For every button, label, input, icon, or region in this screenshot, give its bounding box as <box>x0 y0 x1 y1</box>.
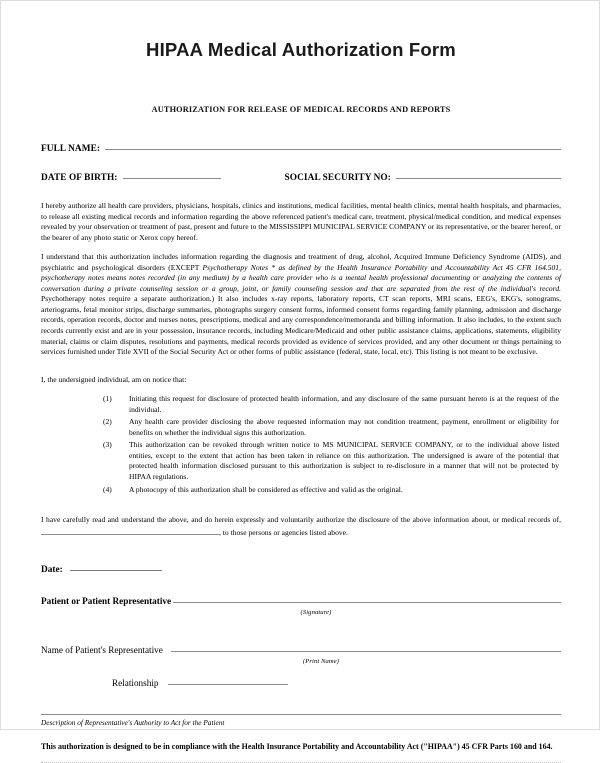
social-security-label: SOCIAL SECURITY NO: <box>284 173 391 183</box>
list-item <box>103 485 559 496</box>
date-of-birth-label: DATE OF BIRTH: <box>41 173 118 183</box>
date-row <box>41 538 561 575</box>
acknowledgement-part-one: I have carefully read and understand the above, and do herein expressly and voluntarily authorize the disclosure of the above information about, or medical records of, <box>41 515 561 525</box>
list-item-marker: (2) <box>103 417 112 427</box>
representative-name-row <box>41 616 561 655</box>
patient-signature-input[interactable] <box>173 602 561 603</box>
full-name-row <box>41 114 561 154</box>
page-title: HIPAA Medical Authorization Form <box>146 39 456 60</box>
acknowledgement-part-two: , to those persons or agencies listed above. <box>219 527 348 537</box>
social-security-input[interactable] <box>396 178 561 179</box>
list-item-marker: (1) <box>103 394 112 404</box>
list-item-marker: (3) <box>103 440 112 450</box>
relationship-input[interactable] <box>168 684 288 685</box>
date-input[interactable] <box>70 570 162 571</box>
understanding-paragraph <box>41 243 561 357</box>
medical-records-of-input[interactable] <box>41 526 219 535</box>
compliance-statement: This authorization is designed to be in compliance with the Health Insurance Portability and Accountability Act ("HIPAA") 45 CFR Parts 160 and 164. <box>41 742 553 752</box>
relationship-row <box>41 665 561 688</box>
document-content <box>1 1 599 752</box>
date-of-birth-input[interactable] <box>123 178 221 179</box>
list-item <box>103 394 559 415</box>
list-item-text: Any health care provider disclosing the above requested information may not condition treatment, payment, enrollment or eligibility for benefits on whether the individual signs this authorization. <box>129 417 559 437</box>
list-item-marker: (4) <box>103 484 112 494</box>
understanding-part-one: I understand that this authorization includes information regarding the diagnosis and treatment of drug, alcohol, Acquired Immune Deficiency Syndrome (AIDS), and psychiatric and psychological disorders (EXCEPT <box>41 252 561 272</box>
full-name-input[interactable] <box>105 149 561 150</box>
list-item-text: Initiating this request for disclosure of protected health information, and any disclosure of the same pursuant hereto is at the request of the individual. <box>129 394 559 414</box>
authorization-paragraph: I hereby authorize all health care providers, physicians, hospitals, clinics and institutions, medical facilities, mental health clinics, mental health hospitals, and pharmacies, to release all existing medical records and information regarding the above referenced patient's medical care, treatment, physical/medical condition, and medical expenses revealed by your observation or treatment of past, present and future to the MISSISSIPPI MUNICIPAL SERVICE COMPANY or its representative, or the bearer hereof, or the bearer of any photo static or Xerox copy hereof. <box>41 201 561 242</box>
understanding-italic-citation: Psychotherapy Notes * as defined by the Health Insurance Portability and Accountability Act 45 CFR 164.501, psychotherapy notes means notes recorded (in any medium) by a health care provider who is a mental health professional documenting or analyzing the contents of conversation during a private counseling session or a group, joint, or family counseling session and that are separated from the rest of the individual's record. <box>41 262 561 293</box>
list-item-text: A photocopy of this authorization shall be considered as effective and valid as the original. <box>129 484 403 494</box>
print-name-caption: (Print Name) <box>302 658 340 666</box>
patient-signature-label: Patient or Patient Representative <box>41 596 172 607</box>
list-item-text: This authorization can be revoked through written notice to MS MUNICIPAL SERVICE COMPANY, or to the individual above listed entities, except to the extent that action has been taken in reliance on this authorization. The undersigned is aware of the potential that protected health information disclosed pursuant to this authorization is subject to re-disclosure in a manner that will not be protected by HIPAA regulations. <box>129 440 559 482</box>
date-label: Date: <box>41 565 63 576</box>
full-name-label: FULL NAME: <box>41 144 101 154</box>
signature-caption: (Signature) <box>300 609 332 617</box>
list-item <box>103 417 559 438</box>
acknowledgement-paragraph <box>41 497 561 538</box>
notice-intro: I, the undersigned individual, am on notice that: <box>41 374 187 384</box>
notice-list <box>41 385 561 495</box>
dob-ssn-row <box>41 154 561 183</box>
patient-signature-row <box>41 575 561 606</box>
relationship-label: Relationship <box>112 678 159 689</box>
understanding-part-two: Psychotherapy notes require a separate authorization.) It also includes x-ray reports, laboratory reports, CT scan reports, MRI scans, EEG's, EKG's, sonograms, arteriograms, fetal monitor strips, discharge summaries, photographs surgery consent forms, informed consent forms regarding family planning, admission and discharge records, operation records, doctor and nurses notes, prescriptions, medical and any correspondence/memoranda and billing information. It also includes, to the extent such records currently exist and are in your possession, insurance records, including Medicare/Medicaid and other public assistance claims, applications, statements, eligibility material, claims or claim disputes, resolutions and payments, medical records provided as evidence of services provided, and any other document or things pertaining to services furnished under Title XVII of the Social Security Act or other forms of public assistance (federal, state, local, etc). This listing is not meant to be exclusive. <box>41 294 561 357</box>
list-item <box>103 440 559 482</box>
representative-name-input[interactable] <box>171 651 561 652</box>
authority-description-caption: Description of Representative's Authority to Act for the Patient <box>41 718 225 728</box>
representative-name-label: Name of Patient's Representative <box>41 645 163 656</box>
document-subtitle: AUTHORIZATION FOR RELEASE OF MEDICAL RECORDS AND REPORTS <box>151 105 451 114</box>
